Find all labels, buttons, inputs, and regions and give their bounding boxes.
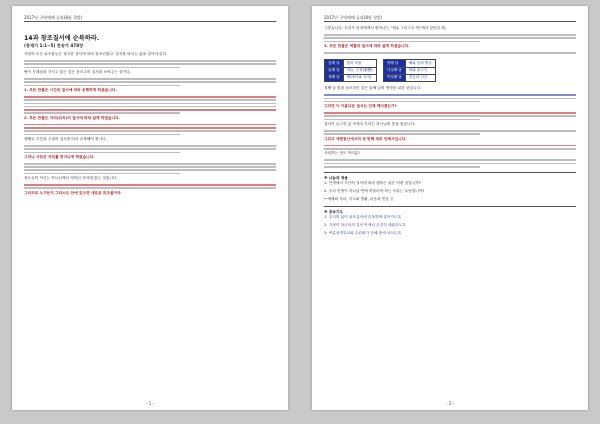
page-number: - 1 -: [146, 401, 154, 406]
page-right: [312, 6, 588, 410]
prayer-item: 2. 가정이 하나님의 질서 안에서 온전히 세워지도록: [324, 223, 406, 228]
paragraph: 사람의 모든 피조물들은 정교한 질서에 따라 창조되었다. 질서를 따르는 삶을 살아야 한다.: [24, 52, 168, 56]
emphasis-paragraph: 그러면 이 아름다운 질서는 언제 깨어졌는가?: [324, 104, 397, 109]
page-number: - 2 -: [446, 401, 454, 406]
creation-table-left: 첫째 날 빛과 어둠 둘째 날 하늘, 궁창(窮蒼) 셋째 날 땅(바다와 육지): [324, 59, 377, 82]
sharing-section-title: ※ 나눔과 적용: [324, 175, 348, 180]
sharing-question: 2. 우리 인생이 하나님 안에 머물러야 하는 이유는 무엇입니까?: [324, 188, 425, 193]
emphasis-paragraph: 그러나 사탄은 자리를 벗어나게 하였습니다.: [24, 154, 95, 159]
lesson-title: 14과 창조질서에 순복하라.: [24, 35, 100, 42]
point-heading: 3. 모든 만물은 역할과 질서에 따라 살게 하셨습니다.: [324, 43, 410, 48]
header-divider: [24, 21, 276, 22]
emphasis-paragraph: 그리고 에덴동산에서의 첫 번째 죄로 인해서입니다.: [324, 136, 407, 141]
page-left: [12, 6, 288, 410]
paragraph: 땅이 사계절을 가지고 있는 것은 창조주의 질서를 보여주는 것이다.: [24, 69, 131, 74]
header-divider: [324, 21, 576, 22]
point-heading: 2. 모든 만물은 자리(위치)의 질서에 따라 살게 하셨습니다.: [24, 115, 121, 120]
paragraph: 사랑하는 성도 여러분!: [324, 151, 360, 156]
paragraph: 첫째 날 빛을 창조하신 것은 둘째 날의 생명을 위한 것입니다.: [324, 86, 422, 91]
sharing-question: 1. 인생에서 시간의 질서에 따라 행하는 삶은 어떤 것입니까?: [324, 180, 421, 185]
prayer-section-title: ※ 중보기도: [324, 209, 344, 214]
paragraph: 셋째로 공간과 주권의 질서를 따라 순복해야 합니다.: [24, 136, 108, 141]
prayer-item: 3. 여름성경학교와 수련회가 은혜 중에 마치도록: [324, 231, 402, 236]
creation-days-tables: [324, 55, 576, 86]
page-header: 2017년 구역예배 공과(8월 첫말): [24, 15, 83, 20]
sharing-hint: • 예배와 자녀, 기도와 생활, 마음과 믿음 등: [324, 196, 394, 201]
paragraph: 질서가 무너진 삶 속에서 우리는 하나님의 뜻을 찾습니다.: [324, 122, 416, 127]
scripture-quote: 그러므로 누구든지 그리스도 안에 있으면 새로운 피조물이라: [24, 190, 121, 195]
paragraph: 그렇습니다. 우리가 마귀에게서 벗어나는 "예수 그리스도 안"에서 살아갈 때,: [324, 26, 446, 30]
page-header: 2017년 구역예배 공과(8월 첫말): [324, 15, 383, 20]
creation-table-right: 넷째 날 해와 달과 별들 다섯째 날 새와 물고기 여섯째 날 짐승과 인간: [383, 59, 436, 82]
prayer-item: 1. 우리의 삶이 창조질서에 순복하며 살아가도록: [324, 215, 402, 220]
paragraph: 성도들의 자리는 하나님께서 정하신 자리에 있는 것입니다.: [24, 176, 118, 181]
point-heading: 1. 모든 만물은 시간의 질서에 따라 운행하게 하셨습니다.: [24, 87, 117, 92]
scripture-reference: (창세기 1:1~5) 찬송가 478장: [24, 43, 84, 48]
